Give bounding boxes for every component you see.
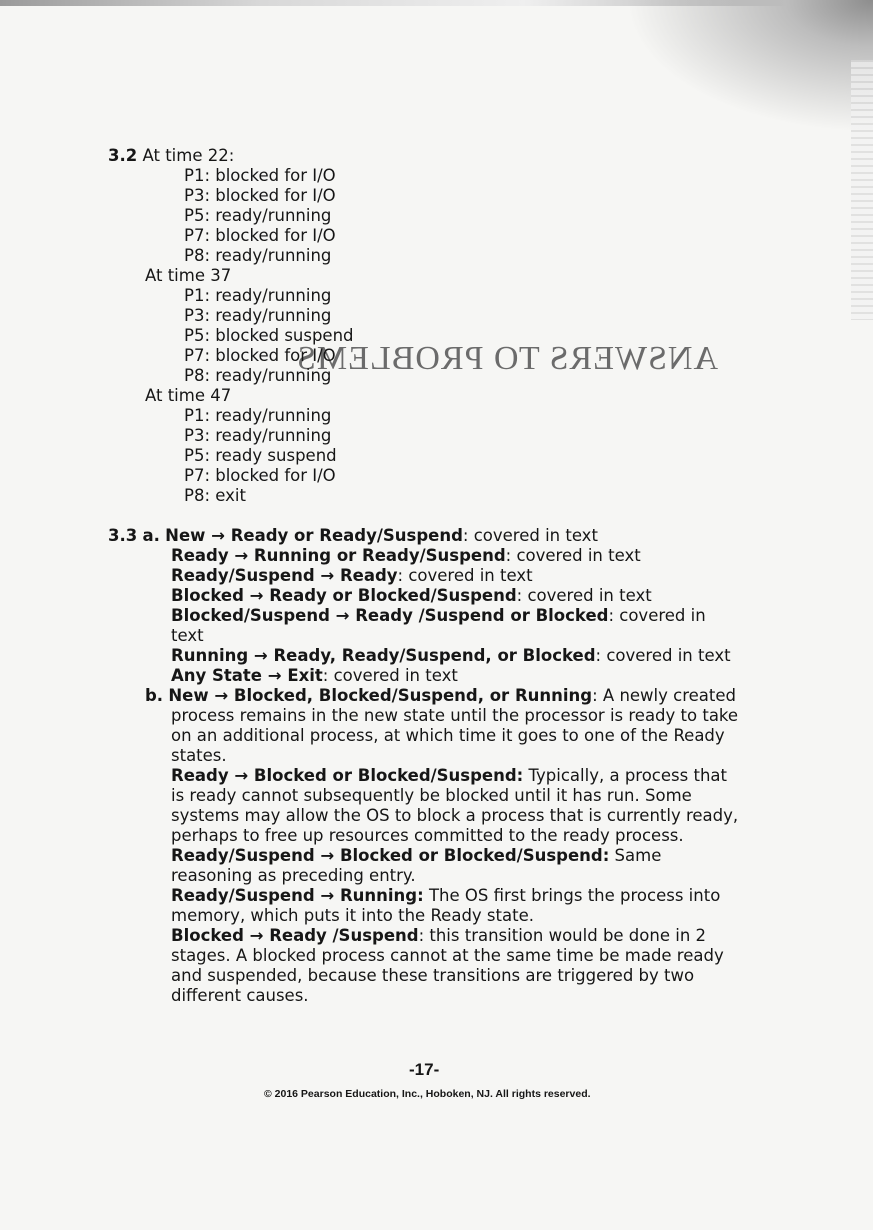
q33-a-item-2-text: : covered in text [505, 546, 641, 565]
q33-a-item-7-text: : covered in text [322, 666, 458, 685]
q33-a-item-7-bold: Any State → Exit [171, 666, 323, 685]
q33-b-item-2-text: Typically, a process that [523, 766, 727, 785]
q32-t47-header: At time 47 [145, 386, 232, 405]
q33-a-item-3 [171, 566, 533, 586]
q32-t47-p8: P8: exit [184, 486, 246, 505]
q33-a-item-4 [171, 586, 652, 606]
q32-t22-p8: P8: ready/running [184, 246, 332, 265]
q32-number: 3.2 [108, 146, 138, 165]
q32-t47-p1: P1: ready/running [184, 406, 332, 425]
q33-number: 3.3 [108, 526, 138, 545]
q33-b-item-1-cont-3: states. [171, 746, 227, 765]
q33-a-item-2-bold: Ready → Running or Ready/Suspend [171, 546, 506, 565]
q33-b-item-4-text: The OS first brings the process into [423, 886, 721, 905]
q33-a-item-4-bold: Blocked → Ready or Blocked/Suspend [171, 586, 517, 605]
bleed-through-title: ANSWERS TO PROBLEMS [296, 340, 719, 377]
q32-t47-p5: P5: ready suspend [184, 446, 337, 465]
q33-a-item-5 [171, 606, 706, 626]
page-number: -17- [409, 1060, 440, 1079]
q32-t22-p7: P7: blocked for I/O [184, 226, 336, 245]
q33-a-item-1-text: : covered in text [462, 526, 598, 545]
q33-b-item-3-bold: Ready/Suspend → Blocked or Blocked/Suspend: [171, 846, 610, 865]
q33-b-item-2-cont-1: is ready cannot subsequently be blocked until it has run. Some [171, 786, 692, 805]
q33-b-item-1-cont-1: process remains in the new state until the processor is ready to take [171, 706, 739, 725]
q33-a-item-3-bold: Ready/Suspend → Ready [171, 566, 398, 585]
q33-b-item-5-bold: Blocked → Ready /Suspend [171, 926, 419, 945]
q33-a-item-5-bold: Blocked/Suspend → Ready /Suspend or Blocked [171, 606, 609, 625]
q32-t37-p1: P1: ready/running [184, 286, 332, 305]
q33-a-item-6 [171, 646, 731, 666]
q33-b-item-5-text: : this transition would be done in 2 [418, 926, 707, 945]
scan-edge-right [851, 60, 873, 320]
q32-t22-header: At time 22: [142, 146, 235, 165]
q33-b-item-3-cont-1: reasoning as preceding entry. [171, 866, 416, 885]
q33-b-item-3 [171, 846, 661, 866]
q33-b-label: b. [145, 686, 164, 705]
q33-b-item-5-cont-1: stages. A blocked process cannot at the same time be made ready [171, 946, 724, 965]
q32-t47-p7: P7: blocked for I/O [184, 466, 336, 485]
q33-a-line-1 [108, 526, 598, 546]
q32-t37-p3: P3: ready/running [184, 306, 332, 325]
q33-b-item-5 [171, 926, 706, 946]
q32-t37-p8: P8: ready/running [184, 366, 332, 385]
q33-b-item-4 [171, 886, 720, 906]
q32-t37-header: At time 37 [145, 266, 232, 285]
q32-t22-p5: P5: ready/running [184, 206, 332, 225]
scan-shadow-corner [593, 0, 873, 150]
q33-b-item-1-cont-2: on an additional process, at which time it goes to one of the Ready [171, 726, 725, 745]
q32-t47-p3: P3: ready/running [184, 426, 332, 445]
q33-b-item-3-text: Same [609, 846, 662, 865]
q33-a-item-2 [171, 546, 641, 566]
q33-b-item-5-cont-3: different causes. [171, 986, 309, 1005]
q33-a-item-1-bold: New → Ready or Ready/Suspend [165, 526, 463, 545]
q33-b-item-2 [171, 766, 727, 786]
q33-a-item-6-bold: Running → Ready, Ready/Suspend, or Blocked [171, 646, 596, 665]
q33-b-item-2-bold: Ready → Blocked or Blocked/Suspend: [171, 766, 524, 785]
q32-t37-p5: P5: blocked suspend [184, 326, 354, 345]
q33-a-item-5-text: : covered in [608, 606, 706, 625]
q33-a-item-5-cont: text [171, 626, 204, 645]
q33-a-label: a. [142, 526, 160, 545]
copyright-notice: © 2016 Pearson Education, Inc., Hoboken, NJ. All rights reserved. [264, 1088, 591, 1100]
q33-b-item-4-cont-1: memory, which puts it into the Ready state. [171, 906, 534, 925]
q33-a-item-6-text: : covered in text [595, 646, 731, 665]
q32-t22-p3: P3: blocked for I/O [184, 186, 336, 205]
q33-b-item-4-bold: Ready/Suspend → Running: [171, 886, 424, 905]
q33-a-item-7 [171, 666, 458, 686]
q32-line [108, 146, 234, 166]
q33-a-item-3-text: : covered in text [397, 566, 533, 585]
q33-a-item-4-text: : covered in text [516, 586, 652, 605]
q33-b-item-1 [145, 686, 736, 706]
q32-t37-p7: P7: blocked for I/O [184, 346, 336, 365]
q33-b-item-2-cont-3: perhaps to free up resources committed to the ready process. [171, 826, 684, 845]
q32-t22-p1: P1: blocked for I/O [184, 166, 336, 185]
q33-b-item-1-bold: New → Blocked, Blocked/Suspend, or Running [168, 686, 593, 705]
q33-b-item-2-cont-2: systems may allow the OS to block a process that is currently ready, [171, 806, 739, 825]
q33-b-item-5-cont-2: and suspended, because these transitions are triggered by two [171, 966, 695, 985]
q33-b-item-1-text: : A newly created [592, 686, 736, 705]
